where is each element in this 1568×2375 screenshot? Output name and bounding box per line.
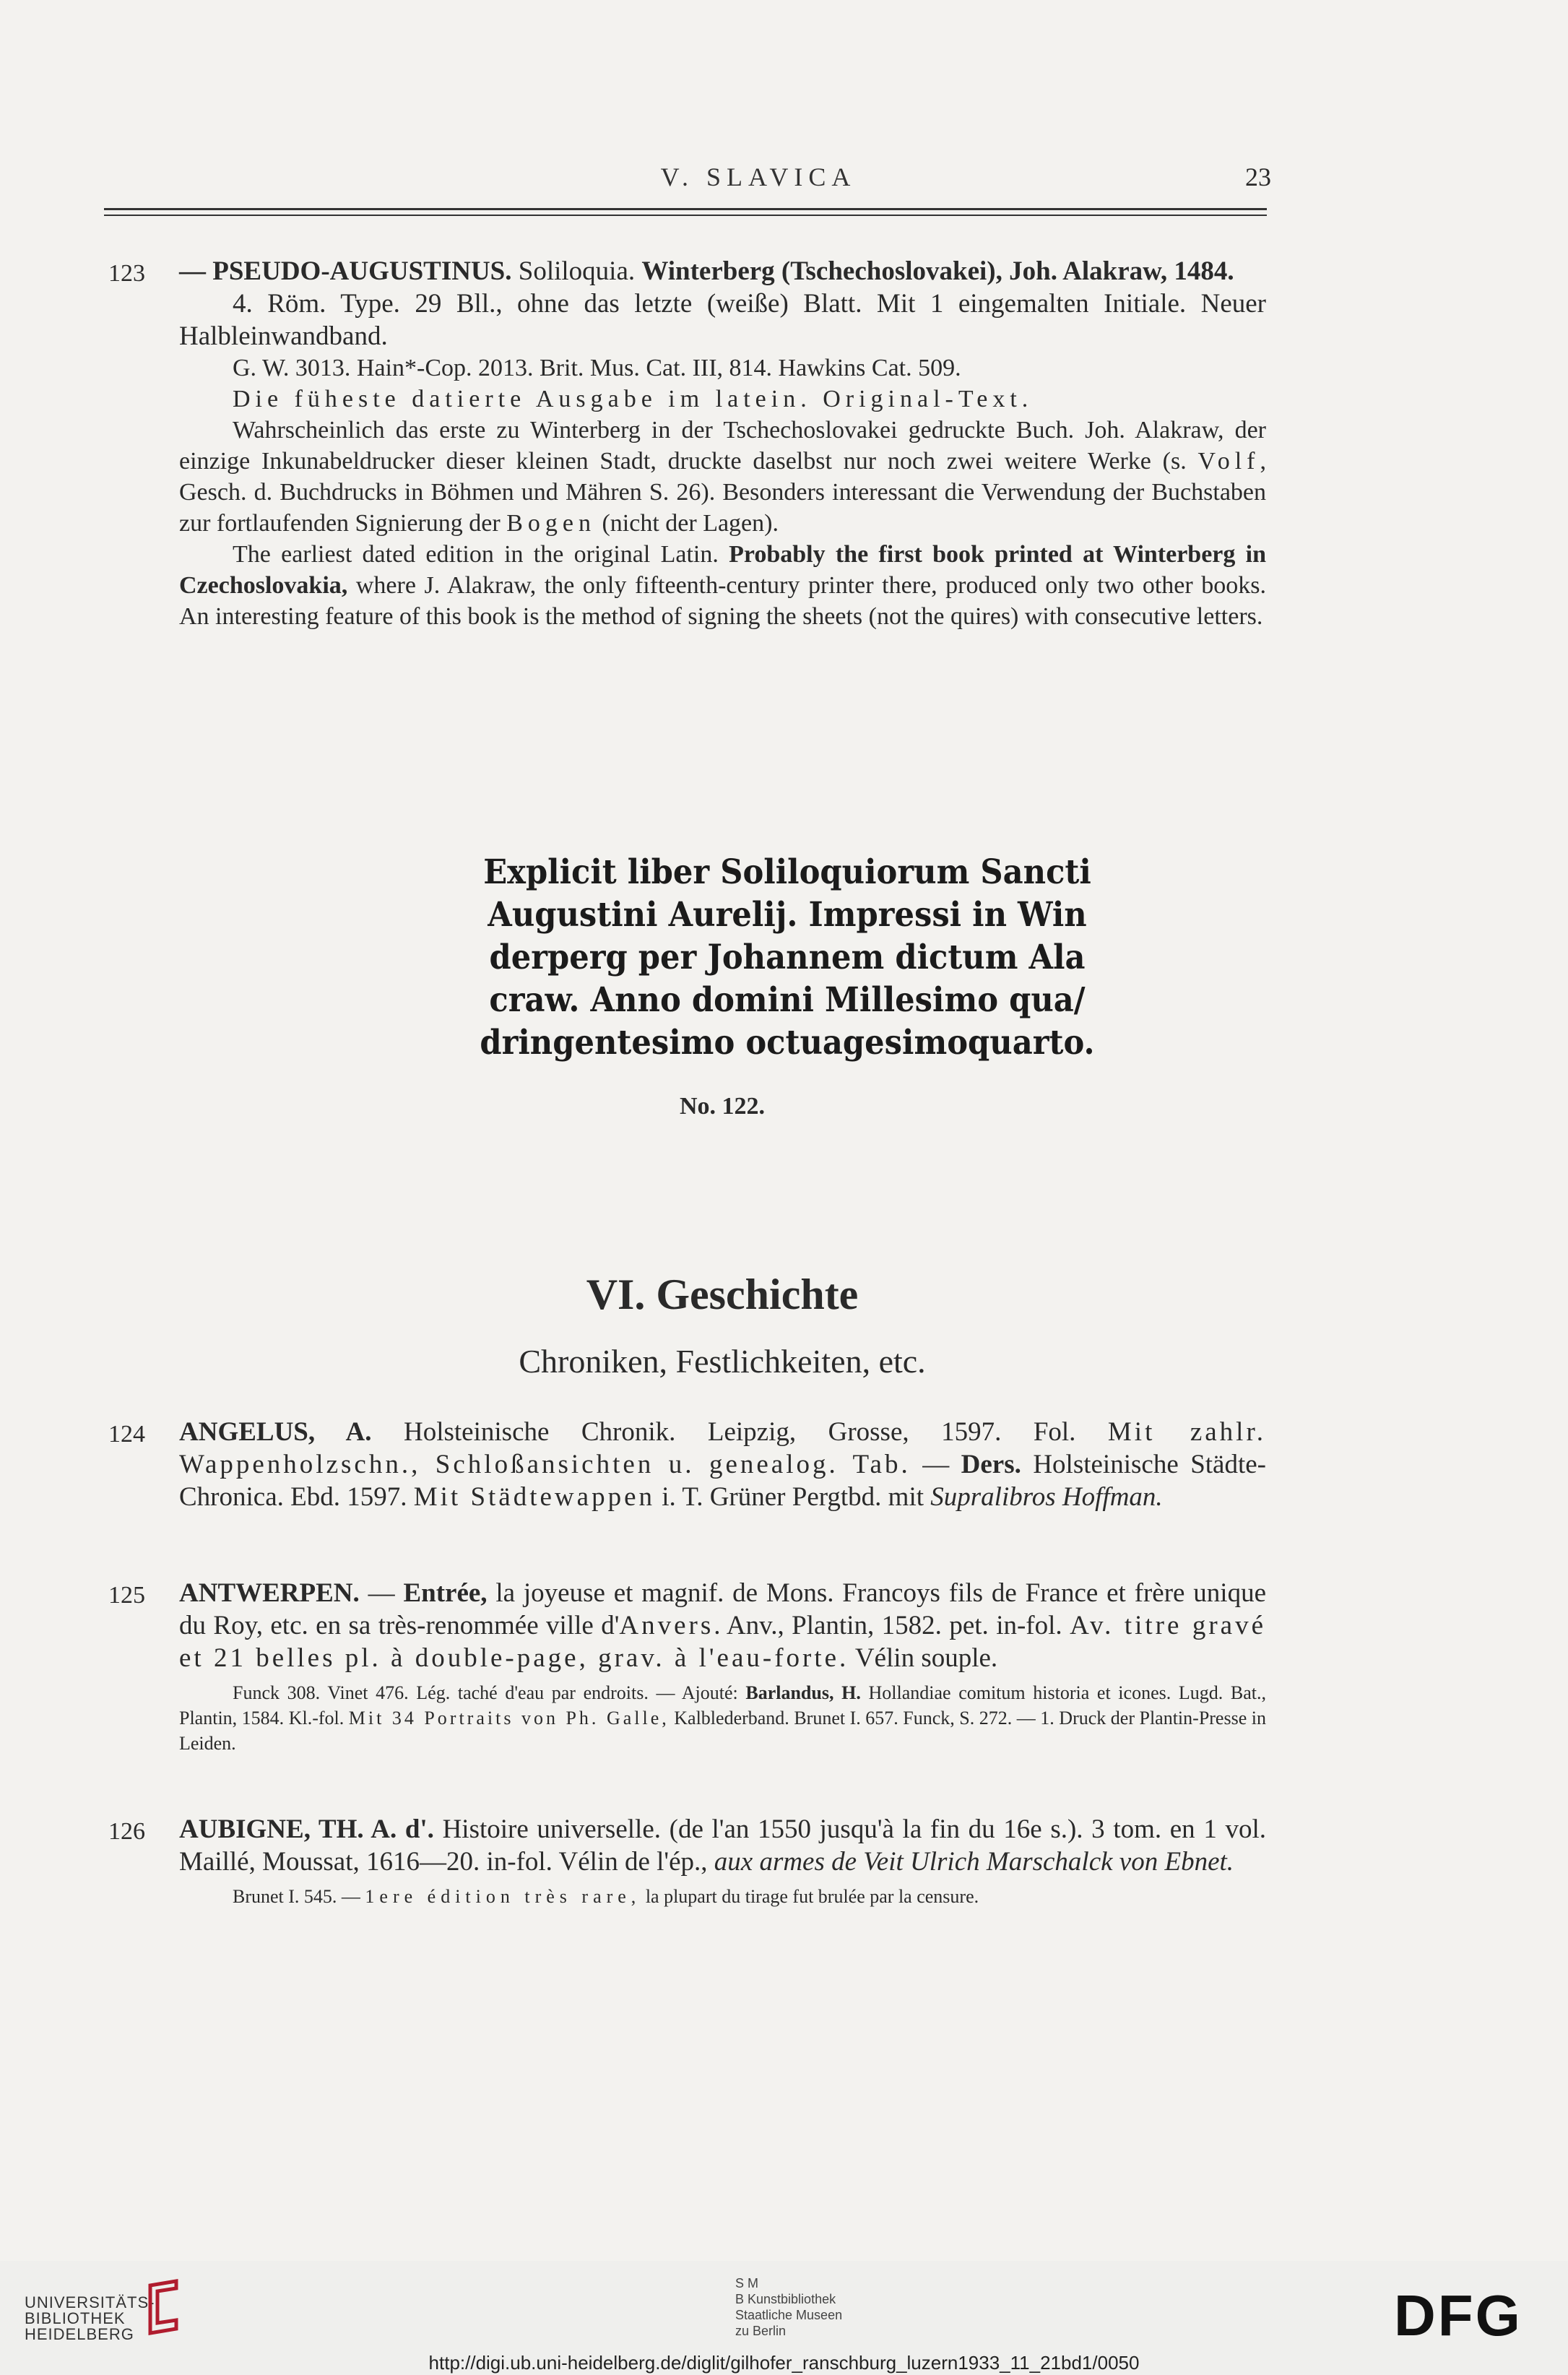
running-header: V. SLAVICA xyxy=(660,163,857,191)
german-note: Wahrscheinlich das erste zu Winterberg in der Tschechoslovakei gedruckte Buch. Joh. Alakraw, der einzige Inkunabeldrucker dieser kleinen Stadt, druckte daselbst nur noch zwei weitere Werke (s. Volf, Gesch. d. Buchdrucks in Böhmen und Mähren S. 26). Besonders interessant die Verwendung der Buchstaben zur fortlaufenden Signierung der Bogen (nicht der Lagen). xyxy=(179,417,1266,537)
entry-heading: — PSEUDO-AUGUSTINUS. Soliloquia. Winterberg (Tschechoslovakei), Joh. Alakraw, 1484. xyxy=(179,256,1234,286)
kunstbibliothek-logo[interactable]: S M B Kunstbibliothek Staatliche Museen zu Berlin xyxy=(735,2276,843,2338)
section-title: VI. Geschichte xyxy=(586,1271,859,1318)
bibliographic-references: G. W. 3013. Hain*-Cop. 2013. Brit. Mus. Cat. III, 814. Hawkins Cat. 509. xyxy=(233,355,961,381)
entry-note: Funck 308. Vinet 476. Lég. taché d'eau par endroits. — Ajouté: Barlandus, H. Hollandiae comitum historia et icones. Lugd. Bat., Plantin, 1584. Kl.-fol. Mit 34 Portraits von Ph. Galle, Kalblederband. Brunet I. 657. Funck, S. 272. — 1. Druck der Plantin-Presse in Leiden. xyxy=(179,1682,1267,1754)
section-subtitle: Chroniken, Festlichkeiten, etc. xyxy=(519,1343,926,1380)
catalog-entry-126: AUBIGNE, TH. A. d'. Histoire universelle. (de l'an 1550 jusqu'à la fin du 16e s.). 3 tom. en 1 vol. Maillé, Moussat, 1616—20. in-fol. Vélin de l'ép., aux armes de Veit Ulrich Marschalck von Ebnet. Brunet I. 545. — 1ere édition très rare, la plupart du tirage fut brulée par la censure. xyxy=(179,1813,1266,1909)
entry-description: 4. Röm. Type. 29 Bll., ohne das letzte (weiße) Blatt. Mit 1 eingemalten Initiale. Neuer Halbleinwandband. xyxy=(179,289,1266,351)
entry-number: 126 xyxy=(108,1818,145,1845)
entry-number: 125 xyxy=(108,1582,145,1609)
colophon-facsimile: Explicit liber Soliloquiorum Sancti Augustini Aurelij. Impressi in Win derperg per Johannem dictum Ala craw. Anno domini Millesimo qua/ dringentesimo octuagesimoquarto. xyxy=(480,852,1095,1063)
catalog-entry-125: ANTWERPEN. — Entrée, la joyeuse et magnif. de Mons. Francoys fils de France et frère unique du Roy, etc. en sa très-renommée ville d'Anvers. Anv., Plantin, 1582. pet. in-fol. Av. titre gravé et 21 belles pl. à double-page, grav. à l'eau-forte. Vélin souple. Funck 308. Vinet 476. Lég. taché d'eau par endroits. — Ajouté: Barlandus, H. Hollandiae comitum historia et icones. Lugd. Bat., Plantin, 1584. Kl.-fol. Mit 34 Portraits von Ph. Galle, Kalblederband. Brunet I. 657. Funck, S. 272. — 1. Druck der Plantin-Presse in Leiden. xyxy=(179,1577,1266,1756)
dfg-logo[interactable]: DFG xyxy=(1394,2283,1522,2348)
ub-logo-icon xyxy=(142,2278,185,2337)
catalog-entry-123 xyxy=(179,255,1266,632)
permalink-url[interactable]: http://digi.ub.uni-heidelberg.de/diglit/gilhofer_ranschburg_luzern1933_11_21bd1/0050 xyxy=(428,2352,1140,2374)
figure-caption: No. 122. xyxy=(679,1093,766,1120)
entry-note: Brunet I. 545. — 1ere édition très rare, la plupart du tirage fut brulée par la censure. xyxy=(233,1886,979,1907)
header-rule xyxy=(104,208,1267,210)
entry-number: 123 xyxy=(108,260,145,287)
header-rule-thin xyxy=(104,215,1267,216)
ub-heidelberg-logo[interactable]: UNIVERSITÄTS- BIBLIOTHEK HEIDELBERG xyxy=(25,2293,155,2343)
catalog-entry-124: ANGELUS, A. Holsteinische Chronik. Leipzig, Grosse, 1597. Fol. Mit zahlr. Wappenholzschn., Schloßansichten u. genealog. Tab. — Ders. Holsteinische Städte-Chronica. Ebd. 1597. Mit Städtewappen i. T. Grüner Pergtbd. mit Supralibros Hoffman. xyxy=(179,1417,1266,1512)
english-note: The earliest dated edition in the original Latin. Probably the first book printed at Winterberg in Czechoslovakia, where J. Alakraw, the only fifteenth-century printer there, produced only two other books. An interesting feature of this book is the method of signing the sheets (not the quires) with consecutive letters. xyxy=(179,541,1266,630)
spaced-note: Die füheste datierte Ausgabe im latein. Original-Text. xyxy=(233,386,1034,412)
page-number: 23 xyxy=(1245,163,1271,191)
entry-number: 124 xyxy=(108,1421,145,1448)
